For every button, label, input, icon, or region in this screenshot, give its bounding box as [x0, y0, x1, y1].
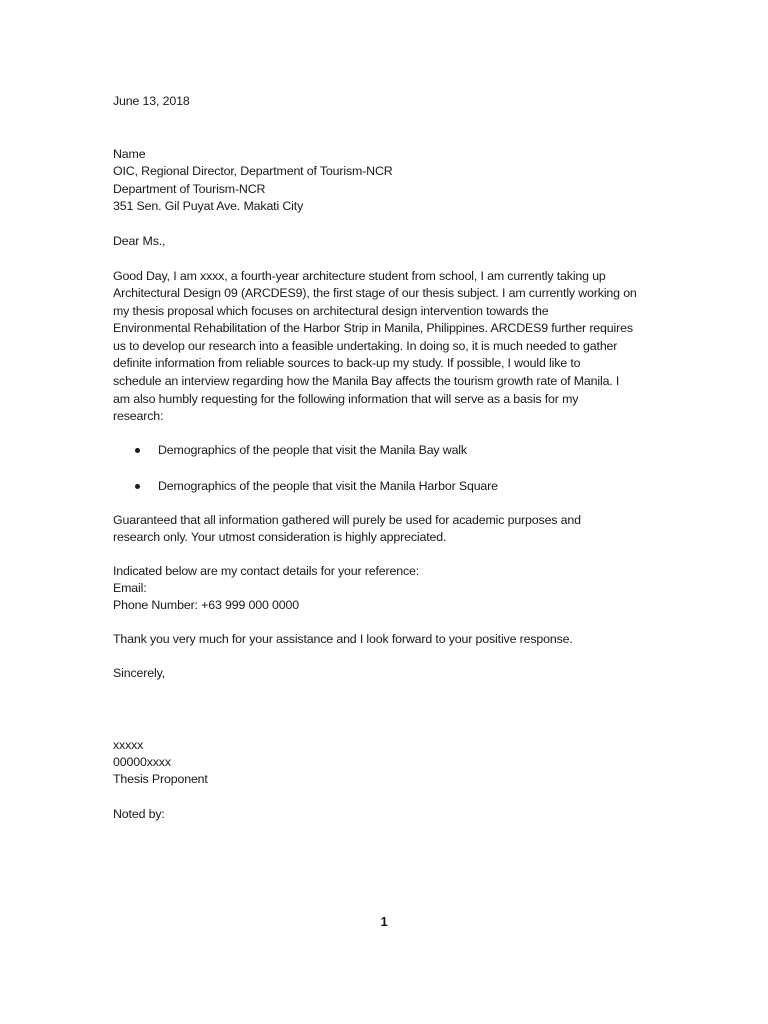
body-line: Good Day, I am xxxx, a fourth-year architecture student from school, I am currently taking up: [113, 269, 606, 283]
recipient-name: Name: [113, 147, 146, 161]
letter-date: June 13, 2018: [113, 94, 190, 108]
salutation: Dear Ms.,: [113, 234, 166, 248]
bullet-icon: [135, 484, 140, 489]
recipient-title: OIC, Regional Director, Department of Tourism-NCR: [113, 164, 393, 178]
recipient-address: 351 Sen. Gil Puyat Ave. Makati City: [113, 199, 304, 213]
body-line: research:: [113, 409, 164, 423]
signature-role: Thesis Proponent: [113, 772, 208, 786]
contact-phone: Phone Number: +63 999 000 0000: [113, 598, 299, 612]
noted-by: Noted by:: [113, 807, 165, 821]
recipient-organization: Department of Tourism-NCR: [113, 182, 266, 196]
thanks-line: Thank you very much for your assistance and I look forward to your positive response.: [113, 632, 573, 646]
bullet-icon: [135, 448, 140, 453]
signature-id: 00000xxxx: [113, 755, 171, 769]
body-line: definite information from reliable sources to back-up my study. If possible, I would like to: [113, 356, 581, 370]
body-line: schedule an interview regarding how the Manila Bay affects the tourism growth rate of Manila. I: [113, 374, 620, 388]
bullet-item: Demographics of the people that visit the Manila Bay walk: [158, 443, 467, 457]
closing: Sincerely,: [113, 666, 165, 680]
contact-email: Email:: [113, 581, 147, 595]
body-line: Architectural Design 09 (ARCDES9), the first stage of our thesis subject. I am currently working on: [113, 286, 637, 300]
guarantee-line: research only. Your utmost consideration is highly appreciated.: [113, 530, 447, 544]
body-line: us to develop our research into a feasible undertaking. In doing so, it is much needed to gather: [113, 339, 618, 353]
body-line: Environmental Rehabilitation of the Harbor Strip in Manila, Philippines. ARCDES9 further requires: [113, 321, 633, 335]
body-line: my thesis proposal which focuses on architectural design intervention towards the: [113, 304, 549, 318]
contact-intro: Indicated below are my contact details for your reference:: [113, 564, 420, 578]
page-number: 1: [380, 914, 388, 929]
guarantee-line: Guaranteed that all information gathered will purely be used for academic purposes and: [113, 513, 581, 527]
signature-name: xxxxx: [113, 738, 144, 752]
body-line: am also humbly requesting for the following information that will serve as a basis for my: [113, 392, 579, 406]
bullet-item: Demographics of the people that visit the Manila Harbor Square: [158, 479, 498, 493]
